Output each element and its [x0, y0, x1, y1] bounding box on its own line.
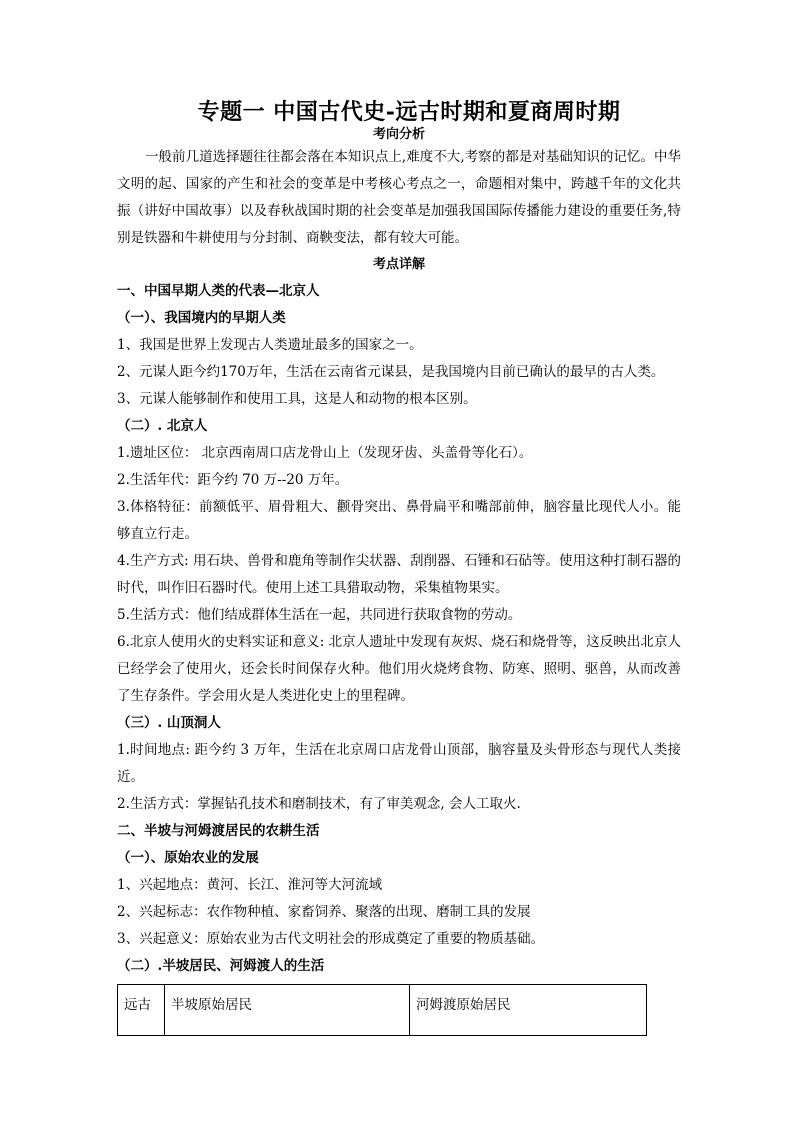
list-item: 3.体格特征：前额低平、眉骨粗大、颧骨突出、鼻骨扁平和嘴部前伸，脑容量比现代人小。能够直立行走。: [117, 499, 681, 542]
comparison-table: [117, 984, 647, 1036]
list-item: 3、元谋人能够制作和使用工具，这是人和动物的根本区别。: [117, 391, 477, 407]
section-1-1-heading: （一）、我国境内的早期人类: [117, 310, 286, 326]
list-item: 3、兴起意义：原始农业为古代文明社会的形成奠定了重要的物质基础。: [117, 931, 545, 947]
page-title: 专题一 中国古代史-远古时期和夏商周时期: [197, 99, 621, 125]
list-item: 1.遗址区位： 北京西南周口店龙骨山上（发现牙齿、头盖骨等化石）。: [117, 445, 533, 461]
table-row: [118, 985, 647, 1036]
list-item: 1、兴起地点：黄河、长江、淮河等大河流域: [117, 877, 383, 893]
analysis-heading: 考向分析: [372, 127, 425, 142]
list-item: 2、兴起标志：农作物种植、家畜饲养、聚落的出现、磨制工具的发展: [117, 904, 531, 920]
section-1-heading: 一、中国早期人类的代表—北京人: [117, 283, 320, 299]
list-item: 2.生活年代：距今约 70 万--20 万年。: [117, 472, 349, 488]
list-item: 5.生活方式：他们结成群体生活在一起，共同进行获取食物的劳动。: [117, 607, 522, 623]
list-item: 2、元谋人距今约170万年，生活在云南省元谋县，是我国境内目前已确认的最早的古人类。: [117, 364, 665, 380]
table-cell: 远古: [118, 985, 165, 1036]
section-2-heading: 二、半坡与河姆渡居民的农耕生活: [117, 823, 320, 839]
table-cell: 河姆渡原始居民: [410, 985, 647, 1036]
section-2-2-heading: （二）.半坡居民、河姆渡人的生活: [117, 958, 325, 974]
list-item: 1.时间地点: 距今约 3 万年，生活在北京周口店龙骨山顶部，脑容量及头骨形态与现代人类接近。: [117, 742, 681, 785]
details-heading: 考点详解: [372, 257, 425, 272]
list-item: 1、我国是世界上发现古人类遗址最多的国家之一。: [117, 337, 423, 353]
document-page: [117, 98, 681, 1036]
section-2-1-heading: （一）、原始农业的发展: [117, 850, 259, 866]
section-1-3-heading: （三）. 山顶洞人: [117, 715, 221, 731]
analysis-paragraph: 一般前几道选择题往往都会落在本知识点上,难度不大,考察的都是对基础知识的记忆。中华文明的起、国家的产生和社会的变革是中考核心考点之一，命题相对集中，跨越千年的文化共振（讲好中国故事）以及春秋战国时期的社会变革是加强我国国际传播能力建设的重要任务,特别是铁器和牛耕使用与分封制、商鞅变法，都有较大可能。: [117, 149, 681, 246]
list-item: 6.北京人使用火的史料实证和意义: 北京人遗址中发现有灰烬、烧石和烧骨等，这反映出北京人已经学会了使用火，还会长时间保存火种。他们用火烧烤食物、防寒、照明、驱兽，从而改善了生存条件。学会用火是人类进化史上的里程碑。: [117, 634, 681, 704]
table-cell: 半坡原始居民: [165, 985, 410, 1036]
section-1-2-heading: （二）. 北京人: [117, 418, 208, 434]
list-item: 4.生产方式: 用石块、兽骨和鹿角等制作尖状器、刮削器、石锤和石砧等。使用这种打制石器的时代，叫作旧石器时代。使用上述工具猎取动物，采集植物果实。: [117, 553, 681, 596]
list-item: 2.生活方式：掌握钻孔技术和磨制技术，有了审美观念, 会人工取火.: [117, 796, 521, 812]
